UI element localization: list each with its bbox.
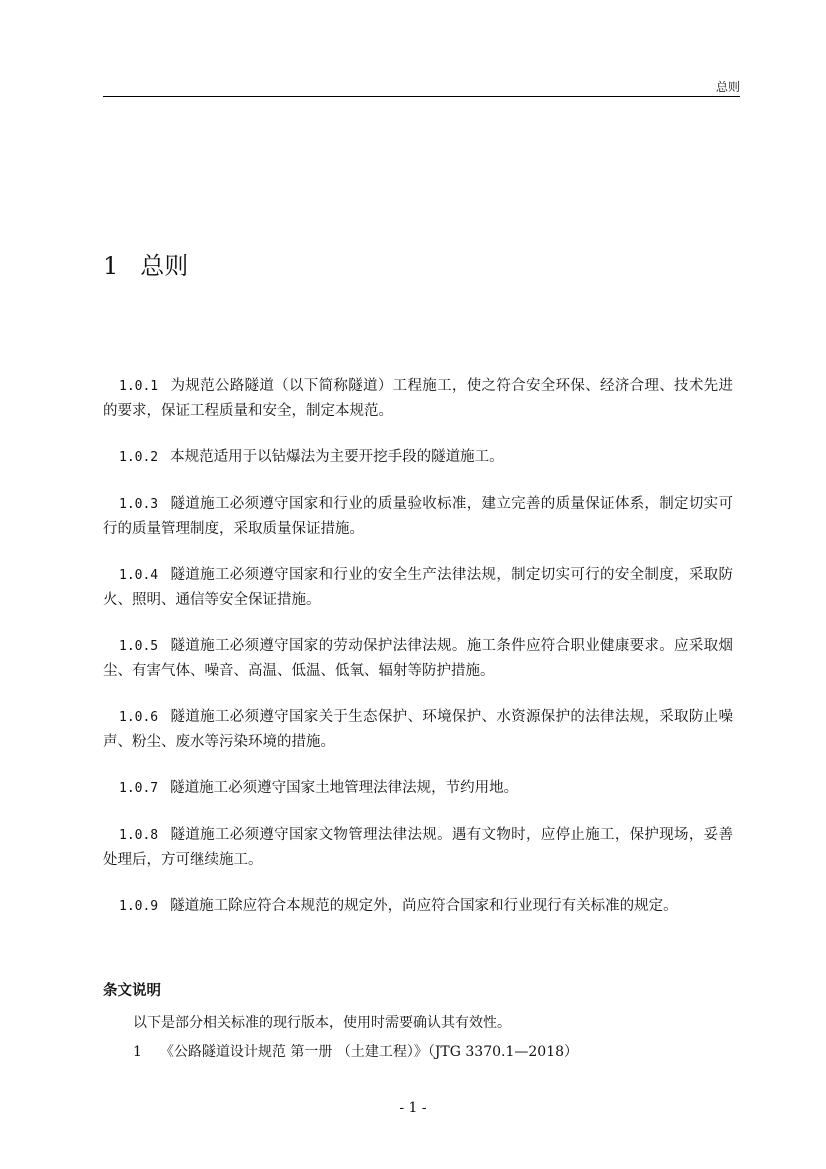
clause [103, 563, 733, 612]
chapter-number: 1 [103, 252, 119, 280]
clause-number: 1.0.1 [119, 379, 159, 394]
clause-text: 为规范公路隧道（以下简称隧道）工程施工，使之符合安全环保、经济合理、技术先进的要求，保证工程质量和安全，制定本规范。 [103, 378, 733, 419]
commentary-heading: 条文说明 [103, 983, 161, 999]
reference-text: 《公路隧道设计规范 第一册 （土建工程）》（JTG 3370.1—2018） [159, 1044, 579, 1060]
clause [103, 894, 733, 919]
clause [103, 374, 733, 423]
chapter-title [103, 246, 188, 281]
clause [103, 823, 733, 872]
clause-text: 隧道施工必须遵守国家和行业的安全生产法律法规，制定切实可行的安全制度，采取防火、照明、通信等安全保证措施。 [103, 567, 733, 608]
clause [103, 705, 733, 754]
clause-number: 1.0.2 [119, 450, 159, 465]
clause-text: 隧道施工必须遵守国家文物管理法律法规。遇有文物时，应停止施工，保护现场，妥善处理后，方可继续施工。 [103, 827, 733, 868]
page-number: - 1 - [399, 1100, 427, 1116]
clause [103, 445, 733, 470]
clause [103, 634, 733, 683]
clause-number: 1.0.4 [119, 568, 159, 583]
running-head: 总则 [715, 80, 740, 94]
clause-number: 1.0.5 [119, 639, 159, 654]
clause-text: 本规范适用于以钻爆法为主要开挖手段的隧道施工。 [170, 449, 504, 465]
chapter-title-text: 总则 [140, 252, 189, 280]
clause-text: 隧道施工除应符合本规范的规定外，尚应符合国家和行业现行有关标准的规定。 [170, 898, 678, 914]
reference-item [133, 1041, 578, 1061]
clause-list [103, 374, 733, 941]
commentary-intro: 以下是部分相关标准的现行版本，使用时需要确认其有效性。 [133, 1015, 511, 1031]
clause-text: 隧道施工必须遵守国家的劳动保护法律法规。施工条件应符合职业健康要求。应采取烟尘、有害气体、噪音、高温、低温、低氧、辐射等防护措施。 [103, 638, 733, 679]
clause [103, 492, 733, 541]
clause-text: 隧道施工必须遵守国家和行业的质量验收标准，建立完善的质量保证体系，制定切实可行的质量管理制度，采取质量保证措施。 [103, 496, 733, 537]
clause [103, 776, 733, 801]
clause-number: 1.0.7 [119, 781, 159, 796]
clause-text: 隧道施工必须遵守国家关于生态保护、环境保护、水资源保护的法律法规，采取防止噪声、粉尘、废水等污染环境的措施。 [103, 709, 733, 750]
clause-number: 1.0.9 [119, 899, 159, 914]
clause-number: 1.0.8 [119, 828, 159, 843]
clause-text: 隧道施工必须遵守国家土地管理法律法规，节约用地。 [170, 780, 519, 796]
clause-number: 1.0.3 [119, 497, 159, 512]
header-rule [103, 96, 740, 97]
reference-number: 1 [133, 1044, 142, 1060]
clause-number: 1.0.6 [119, 710, 159, 725]
